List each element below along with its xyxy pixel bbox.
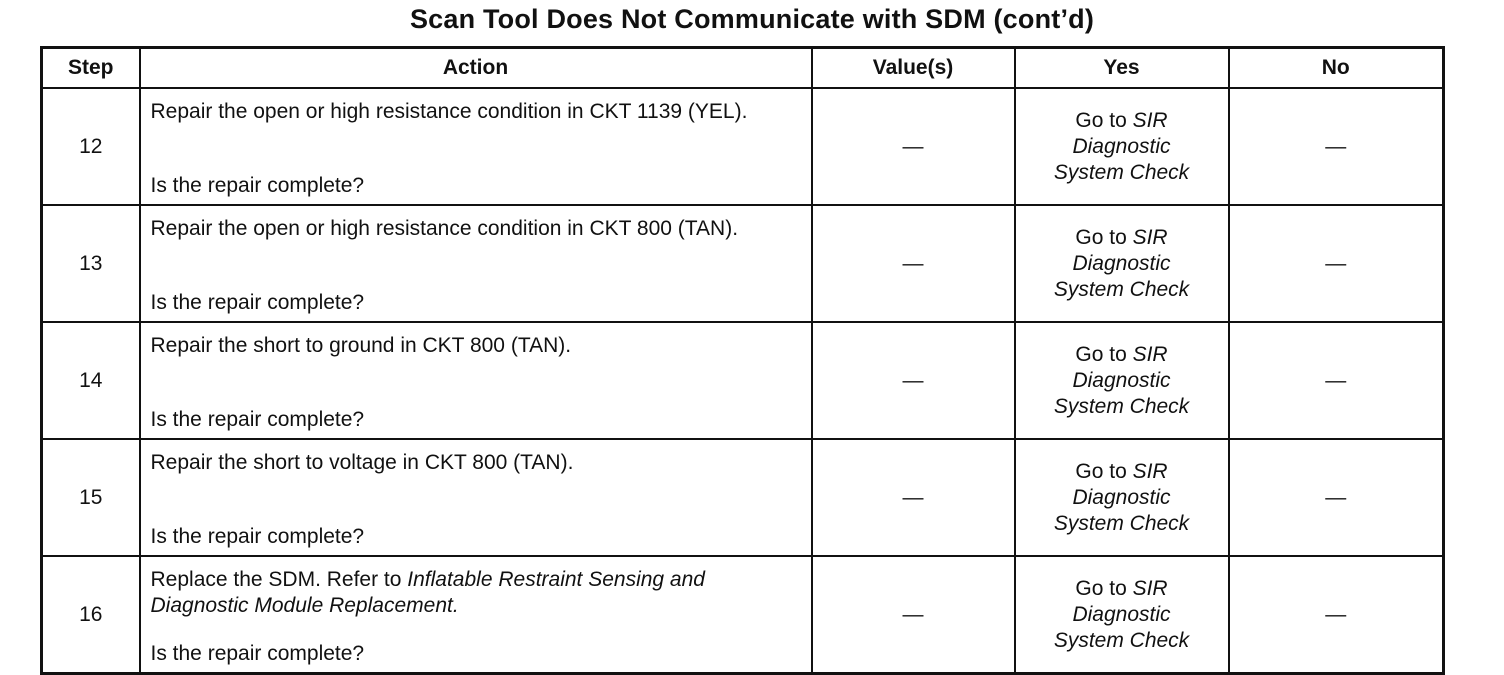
table-row	[42, 205, 1444, 322]
action-question: Is the repair complete?	[150, 642, 365, 665]
action-cell	[140, 88, 812, 205]
table-row	[42, 88, 1444, 205]
step-number: 13	[42, 205, 140, 322]
diagnostic-table	[40, 46, 1445, 675]
table-header-row	[42, 48, 1444, 89]
action-cell	[140, 556, 812, 674]
value-cell: —	[812, 322, 1015, 439]
yes-cell: Go to SIR Diagnostic System Check	[1015, 322, 1229, 439]
no-cell: —	[1229, 322, 1444, 439]
no-cell: —	[1229, 439, 1444, 556]
step-number: 16	[42, 556, 140, 674]
table-row	[42, 439, 1444, 556]
step-number: 12	[42, 88, 140, 205]
yes-cell: Go to SIR Diagnostic System Check	[1015, 556, 1229, 674]
step-number: 15	[42, 439, 140, 556]
action-question: Is the repair complete?	[150, 408, 365, 431]
action-text: Replace the SDM. Refer to Inflatable Restraint Sensing and Diagnostic Module Replacement.	[150, 568, 705, 617]
table-row	[42, 322, 1444, 439]
value-cell: —	[812, 439, 1015, 556]
value-cell: —	[812, 205, 1015, 322]
action-text: Repair the open or high resistance condition in CKT 800 (TAN).	[150, 217, 739, 240]
step-number: 14	[42, 322, 140, 439]
action-text: Repair the short to ground in CKT 800 (TAN).	[150, 334, 572, 357]
header-values: Value(s)	[812, 48, 1015, 89]
action-text: Repair the open or high resistance condition in CKT 1139 (YEL).	[150, 100, 748, 123]
header-yes: Yes	[1015, 48, 1229, 89]
value-cell: —	[812, 556, 1015, 674]
header-no: No	[1229, 48, 1444, 89]
header-action: Action	[140, 48, 812, 89]
header-step: Step	[42, 48, 140, 89]
value-cell: —	[812, 88, 1015, 205]
yes-cell: Go to SIR Diagnostic System Check	[1015, 205, 1229, 322]
action-text: Repair the short to voltage in CKT 800 (TAN).	[150, 451, 574, 474]
yes-cell: Go to SIR Diagnostic System Check	[1015, 88, 1229, 205]
action-question: Is the repair complete?	[150, 174, 365, 197]
no-cell: —	[1229, 88, 1444, 205]
table-row	[42, 556, 1444, 674]
action-cell	[140, 322, 812, 439]
action-cell	[140, 205, 812, 322]
action-question: Is the repair complete?	[150, 291, 365, 314]
no-cell: —	[1229, 205, 1444, 322]
yes-cell: Go to SIR Diagnostic System Check	[1015, 439, 1229, 556]
page-title: Scan Tool Does Not Communicate with SDM (cont’d)	[409, 4, 1095, 34]
no-cell: —	[1229, 556, 1444, 674]
action-question: Is the repair complete?	[150, 525, 365, 548]
action-cell	[140, 439, 812, 556]
